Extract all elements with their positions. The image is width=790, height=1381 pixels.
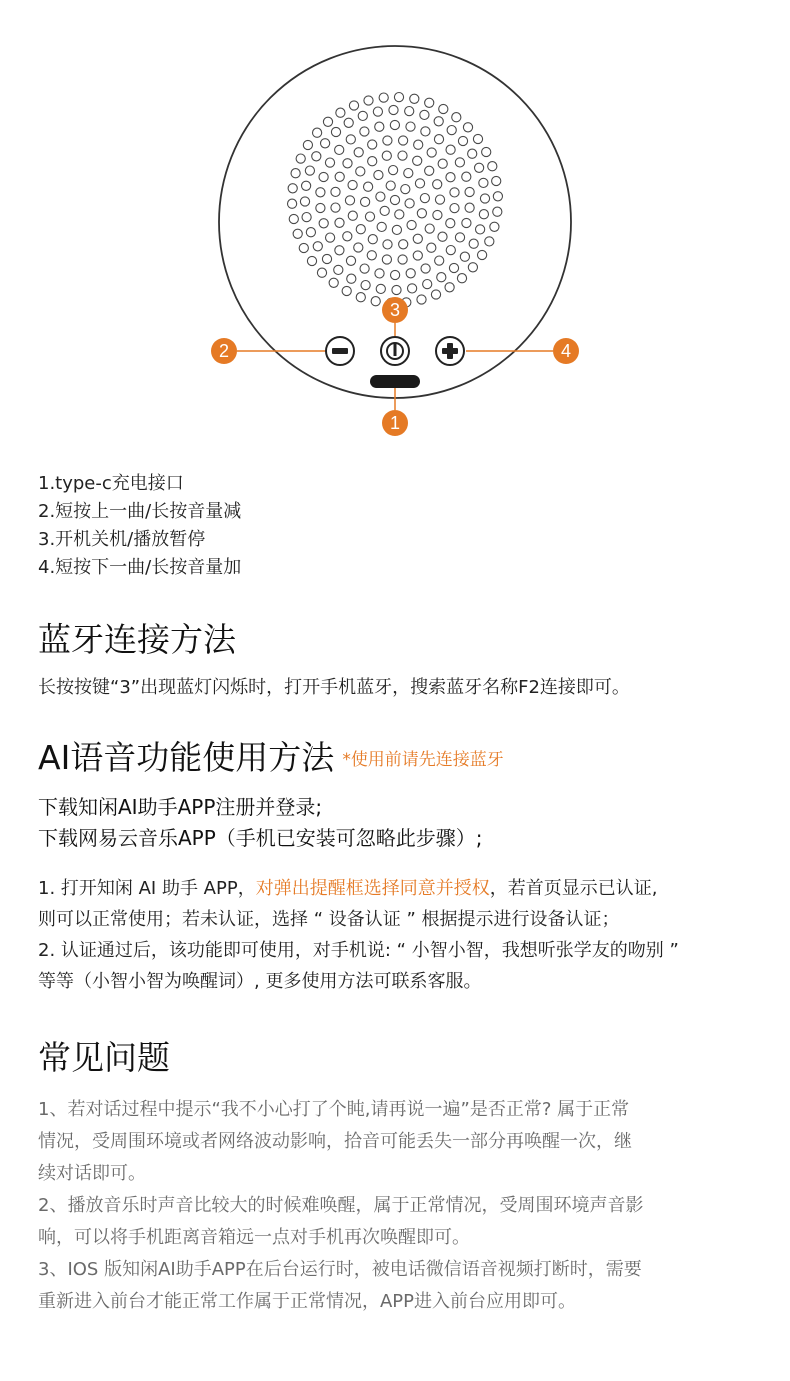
faq-line: 情况，受周围环境或者网络波动影响，拾音可能丢失一部分再唤醒一次，继	[38, 1131, 632, 1152]
ai-section-header	[38, 738, 504, 778]
button-legend	[38, 470, 758, 582]
ai-step-1: 下载知闲AI助手APP注册并登录;	[38, 795, 323, 819]
legend-item: 3.开机关机/播放暂停	[38, 529, 206, 550]
faq-line: 2、播放音乐时声音比较大的时候难唤醒，属于正常情况，受周围环境声音影	[38, 1195, 644, 1216]
ai-step-2: 下载网易云音乐APP（手机已安装可忽略此步骤）;	[38, 826, 483, 850]
svg-text:1: 1	[389, 413, 401, 433]
faq-line: 1、若对话过程中提示“我不小心打了个盹,请再说一遍”是否正常? 属于正常	[38, 1099, 630, 1120]
minus-icon	[332, 348, 348, 354]
ai-guide-line: 则可以正常使用；若未认证，选择 “ 设备认证 ” 根据提示进行设备认证；	[38, 909, 620, 930]
legend-item: 1.type-c充电接口	[38, 473, 184, 494]
ai-guide-text: 1. 打开知闲 AI 助手 APP，	[38, 878, 256, 899]
legend-item: 4.短按下一曲/长按音量加	[38, 557, 242, 578]
ai-section-title: AI语音功能使用方法	[38, 738, 335, 777]
svg-text:2: 2	[218, 341, 230, 361]
bluetooth-section-title: 蓝牙连接方法	[38, 620, 236, 659]
ai-usage-guide	[38, 873, 768, 997]
faq-line: 响，可以将手机距离音箱远一点对手机再次唤醒即可。	[38, 1227, 470, 1248]
faq-line: 3、IOS 版知闲AI助手APP在后台运行时，被电话微信语音视频打断时，需要	[38, 1259, 642, 1280]
speaker-diagram	[0, 0, 790, 470]
ai-section-note: *使用前请先连接蓝牙	[342, 750, 504, 770]
callout-2	[211, 338, 237, 364]
power-button	[381, 337, 409, 365]
ai-download-steps	[38, 792, 768, 854]
faq-line: 重新进入前台才能正常工作属于正常情况，APP进入前台应用即可。	[38, 1291, 577, 1312]
minus-button	[326, 337, 354, 365]
callout-3	[382, 297, 408, 323]
ai-guide-highlight: 对弹出提醒框选择同意并授权	[255, 878, 490, 899]
plus-button	[436, 337, 464, 365]
usb-c-port-icon	[370, 375, 420, 388]
bluetooth-description: 长按按键“3”出现蓝灯闪烁时，打开手机蓝牙，搜索蓝牙名称F2连接即可。	[38, 677, 630, 698]
ai-guide-line: 等等（小智小智为唤醒词）, 更多使用方法可联系客服。	[38, 971, 482, 992]
faq-line: 续对话即可。	[38, 1163, 146, 1184]
svg-text:3: 3	[389, 300, 401, 320]
callout-1	[382, 410, 408, 436]
ai-guide-line	[38, 873, 768, 904]
ai-guide-line: 2. 认证通过后，该功能即可使用，对手机说: “ 小智小智，我想听张学友的吻别 ”	[38, 940, 679, 961]
legend-item: 2.短按上一曲/长按音量减	[38, 501, 242, 522]
ai-guide-text: ，若首页显示已认证,	[489, 878, 658, 899]
svg-text:4: 4	[560, 341, 572, 361]
faq-list	[38, 1094, 758, 1318]
faq-section-title: 常见问题	[38, 1038, 170, 1077]
callout-4	[553, 338, 579, 364]
